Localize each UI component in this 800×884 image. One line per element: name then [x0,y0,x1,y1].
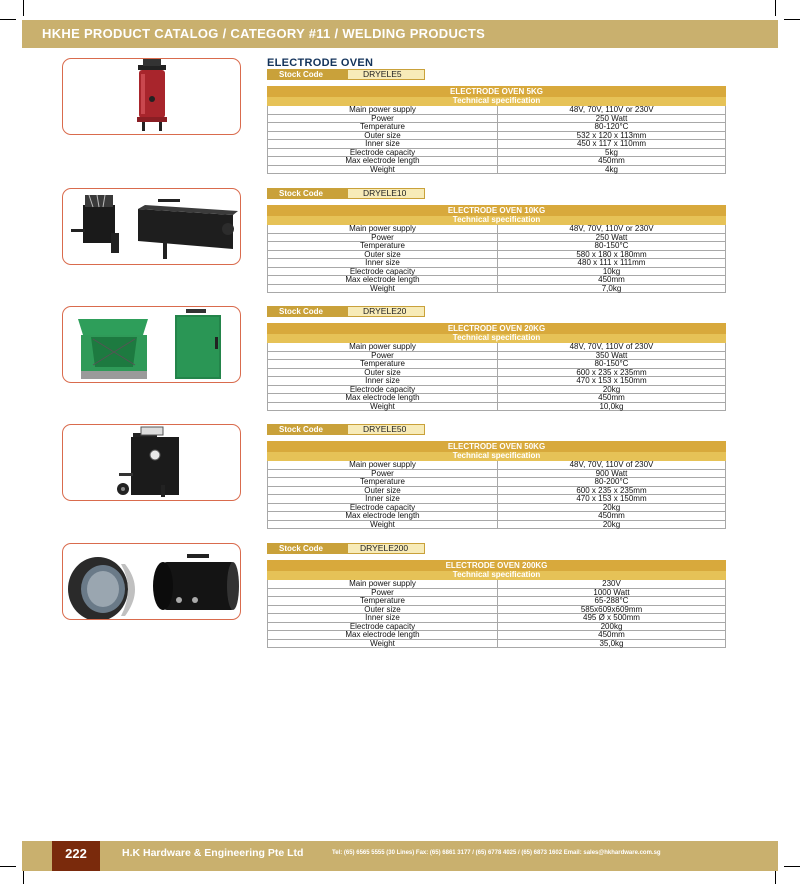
spec-value: 20kg [498,503,726,512]
spec-value: 1000 Watt [498,588,726,597]
spec-value: 450mm [498,394,726,403]
spec-row [268,605,726,614]
spec-row [268,377,726,386]
spec-value: 20kg [498,520,726,529]
spec-value: 4kg [498,165,726,174]
stock-code [267,424,425,435]
spec-label: Temperature [268,360,498,369]
stock-code [267,188,425,199]
spec-label: Power [268,588,498,597]
stock-code-label: Stock Code [267,543,347,554]
stock-code-label: Stock Code [267,424,347,435]
contact-info: Tel: (65) 6565 5555 (30 Lines) Fax: (65) 6861 3177 / (65) 6778 4025 / (65) 6873 1602 Email: sales@hkhardware.com.sg [332,850,661,856]
spec-label: Temperature [268,242,498,251]
stock-code [267,69,425,80]
spec-value: 35,0kg [498,639,726,648]
spec-row [268,402,726,411]
spec-label: Electrode capacity [268,385,498,394]
section-title: ELECTRODE OVEN [267,57,374,69]
product-image [62,58,241,135]
spec-label: Inner size [268,259,498,268]
stock-code-value: DRYELE5 [347,69,425,80]
stock-code-label: Stock Code [267,306,347,317]
spec-row [268,148,726,157]
spec-label: Power [268,114,498,123]
spec-label: Main power supply [268,225,498,234]
spec-label: Power [268,469,498,478]
spec-label: Main power supply [268,580,498,589]
stock-code-value: DRYELE10 [347,188,425,199]
header-title: HKHE PRODUCT CATALOG / CATEGORY #11 / WELDING PRODUCTS [42,26,486,41]
spec-label: Weight [268,165,498,174]
spec-row [268,157,726,166]
spec-value: 585x609x609mm [498,605,726,614]
spec-table [267,205,726,293]
spec-row [268,622,726,631]
spec-value: 450mm [498,631,726,640]
spec-value: 7,0kg [498,284,726,293]
spec-value: 250 Watt [498,114,726,123]
page-header [22,20,778,48]
spec-label: Temperature [268,478,498,487]
product-image [62,188,241,265]
crop-mark [0,19,16,20]
crop-mark [0,866,16,867]
crop-mark [775,0,776,16]
spec-row [268,106,726,115]
spec-label: Inner size [268,495,498,504]
spec-value: 470 x 153 x 150mm [498,495,726,504]
spec-row [268,512,726,521]
stock-code-label: Stock Code [267,69,347,80]
spec-label: Electrode capacity [268,503,498,512]
spec-table-title: ELECTRODE OVEN 20KG [268,324,726,334]
spec-table-subtitle: Technical specification [268,452,726,461]
spec-value: 10,0kg [498,402,726,411]
spec-label: Outer size [268,131,498,140]
spec-row [268,343,726,352]
product-image [62,543,241,620]
company-name: H.K Hardware & Engineering Pte Ltd [122,847,304,859]
spec-row [268,486,726,495]
spec-row [268,639,726,648]
spec-table-subtitle: Technical specification [268,97,726,106]
spec-label: Max electrode length [268,394,498,403]
spec-table [267,323,726,411]
spec-value: 350 Watt [498,351,726,360]
spec-value: 48V, 70V, 110V or 230V [498,106,726,115]
product-image [62,424,241,501]
spec-row [268,588,726,597]
spec-value: 80-120°C [498,123,726,132]
spec-value: 495 Ø x 500mm [498,614,726,623]
spec-label: Outer size [268,486,498,495]
spec-value: 48V, 70V, 110V of 230V [498,343,726,352]
spec-row [268,233,726,242]
spec-row [268,469,726,478]
spec-label: Power [268,351,498,360]
crop-mark [784,19,800,20]
spec-row [268,250,726,259]
spec-label: Power [268,233,498,242]
spec-table-subtitle: Technical specification [268,571,726,580]
spec-row [268,478,726,487]
spec-label: Outer size [268,250,498,259]
spec-table-title: ELECTRODE OVEN 50KG [268,442,726,452]
crop-mark [23,0,24,16]
spec-label: Max electrode length [268,631,498,640]
spec-label: Temperature [268,597,498,606]
page-number: 222 [52,841,100,871]
spec-value: 10kg [498,267,726,276]
spec-row [268,520,726,529]
spec-value: 80-150°C [498,360,726,369]
spec-table-subtitle: Technical specification [268,334,726,343]
spec-label: Temperature [268,123,498,132]
spec-row [268,131,726,140]
spec-value: 250 Watt [498,233,726,242]
spec-value: 450mm [498,276,726,285]
spec-row [268,267,726,276]
spec-row [268,495,726,504]
spec-value: 5kg [498,148,726,157]
spec-value: 900 Watt [498,469,726,478]
spec-row [268,580,726,589]
spec-label: Electrode capacity [268,267,498,276]
spec-table [267,441,726,529]
spec-row [268,394,726,403]
spec-row [268,503,726,512]
spec-value: 48V, 70V, 110V of 230V [498,461,726,470]
spec-value: 80-150°C [498,242,726,251]
spec-value: 48V, 70V, 110V or 230V [498,225,726,234]
spec-label: Weight [268,284,498,293]
spec-label: Main power supply [268,343,498,352]
spec-row [268,351,726,360]
page-footer [22,841,778,871]
spec-label: Weight [268,639,498,648]
spec-value: 230V [498,580,726,589]
spec-row [268,140,726,149]
spec-row [268,284,726,293]
spec-value: 480 x 111 x 111mm [498,259,726,268]
spec-value: 600 x 235 x 235mm [498,368,726,377]
spec-value: 200kg [498,622,726,631]
spec-table-subtitle: Technical specification [268,216,726,225]
spec-label: Max electrode length [268,512,498,521]
spec-label: Outer size [268,605,498,614]
spec-table-title: ELECTRODE OVEN 200KG [268,561,726,571]
crop-mark [784,866,800,867]
spec-row [268,597,726,606]
spec-table [267,560,726,648]
stock-code-value: DRYELE200 [347,543,425,554]
stock-code-label: Stock Code [267,188,347,199]
spec-label: Outer size [268,368,498,377]
product-image [62,306,241,383]
stock-code [267,543,425,554]
spec-row [268,225,726,234]
spec-label: Main power supply [268,106,498,115]
spec-row [268,360,726,369]
stock-code [267,306,425,317]
spec-row [268,461,726,470]
spec-label: Inner size [268,377,498,386]
spec-row [268,123,726,132]
spec-value: 20kg [498,385,726,394]
spec-row [268,242,726,251]
spec-row [268,259,726,268]
spec-row [268,385,726,394]
spec-label: Weight [268,520,498,529]
spec-row [268,368,726,377]
spec-row [268,276,726,285]
spec-value: 80-200°C [498,478,726,487]
spec-value: 450mm [498,157,726,166]
spec-value: 450 x 117 x 110mm [498,140,726,149]
spec-table [267,86,726,174]
spec-table-title: ELECTRODE OVEN 10KG [268,206,726,216]
spec-label: Inner size [268,140,498,149]
spec-row [268,165,726,174]
spec-label: Electrode capacity [268,622,498,631]
spec-label: Electrode capacity [268,148,498,157]
spec-row [268,114,726,123]
spec-label: Inner size [268,614,498,623]
spec-value: 450mm [498,512,726,521]
spec-value: 65-288°C [498,597,726,606]
spec-value: 470 x 153 x 150mm [498,377,726,386]
stock-code-value: DRYELE20 [347,306,425,317]
spec-row [268,614,726,623]
spec-value: 600 x 235 x 235mm [498,486,726,495]
spec-table-title: ELECTRODE OVEN 5KG [268,87,726,97]
spec-value: 580 x 180 x 180mm [498,250,726,259]
spec-value: 532 x 120 x 113mm [498,131,726,140]
spec-label: Max electrode length [268,276,498,285]
spec-label: Max electrode length [268,157,498,166]
spec-row [268,631,726,640]
spec-label: Weight [268,402,498,411]
stock-code-value: DRYELE50 [347,424,425,435]
spec-label: Main power supply [268,461,498,470]
